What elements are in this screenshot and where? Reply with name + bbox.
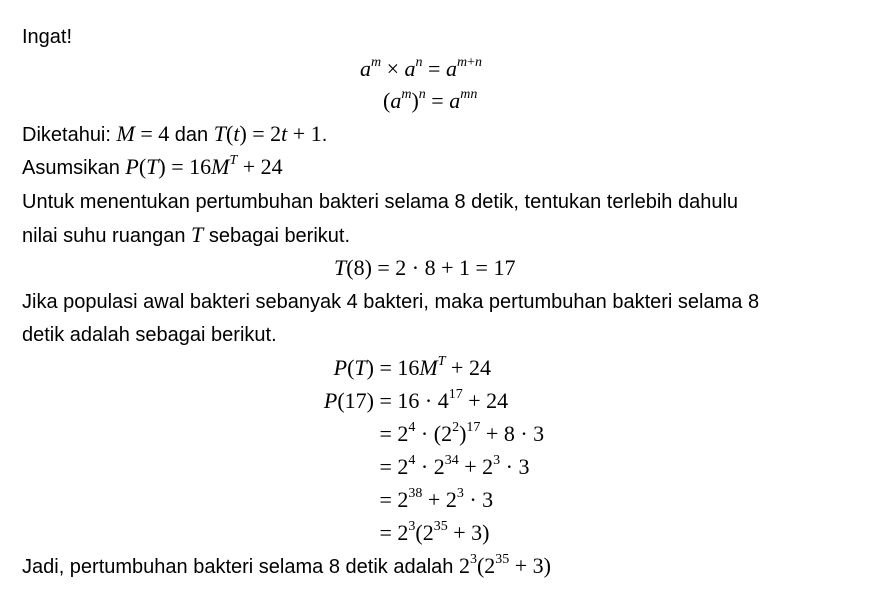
para2-line1: Jika populasi awal bakteri sebanyak 4 bakteri, maka pertumbuhan bakteri selama 8 xyxy=(22,291,760,313)
calc-step-5: = $2^{38} + 2^3 \cdot 3$ xyxy=(379,485,494,512)
calc-step-6: = $2^3(2^{35} + 3)$ xyxy=(379,518,490,545)
calc-step-3: = $2^4 \cdot (2^2)^{17} + 8 \cdot 3$ xyxy=(379,419,545,446)
rule-power-of-power: $(a^m)^n = a^{mn}$ xyxy=(383,86,478,113)
assume-prefix: Asumsikan xyxy=(22,157,126,179)
calc-step-2: $P(17) = 16 \cdot 4^{17} + 24$ xyxy=(323,386,509,413)
para1-line1: Untuk menentukan pertumbuhan bakteri selama 8 detik, tentukan terlebih dahulu xyxy=(22,191,739,213)
para1-line2: nilai suhu ruangan T sebagai berikut. xyxy=(22,222,351,247)
rule-product-of-powers: $a^m \times a^n = a^{m+n}$ xyxy=(360,54,482,81)
known-mid: dan xyxy=(169,124,214,146)
para1-line2-suffix: sebagai berikut. xyxy=(203,225,351,247)
calc-step-1: $P(T) = 16M^T + 24$ xyxy=(333,353,491,380)
para2-line2: detik adalah sebagai berikut. xyxy=(22,324,277,346)
known-values-line: Diketahui: M = 4 dan T(t) = 2t + 1. xyxy=(22,121,328,146)
temperature-equation: T(8) = 2 · 8 + 1 = 17 xyxy=(334,255,516,280)
assumption-line: Asumsikan $P(T) = 16M^T + 24$ xyxy=(22,152,283,179)
conclusion-line: Jadi, pertumbuhan bakteri selama 8 detik adalah $2^3(2^{35} + 3)$ xyxy=(22,551,551,578)
known-prefix: Diketahui: xyxy=(22,124,117,146)
para1-line2-prefix: nilai suhu ruangan xyxy=(22,225,192,247)
heading-ingat: Ingat! xyxy=(22,26,73,48)
calc-step-4: = $2^4 \cdot 2^{34} + 2^3 \cdot 3$ xyxy=(379,452,530,479)
known-end: . xyxy=(321,124,328,146)
conclusion-prefix: Jadi, pertumbuhan bakteri selama 8 detik adalah xyxy=(22,556,459,578)
